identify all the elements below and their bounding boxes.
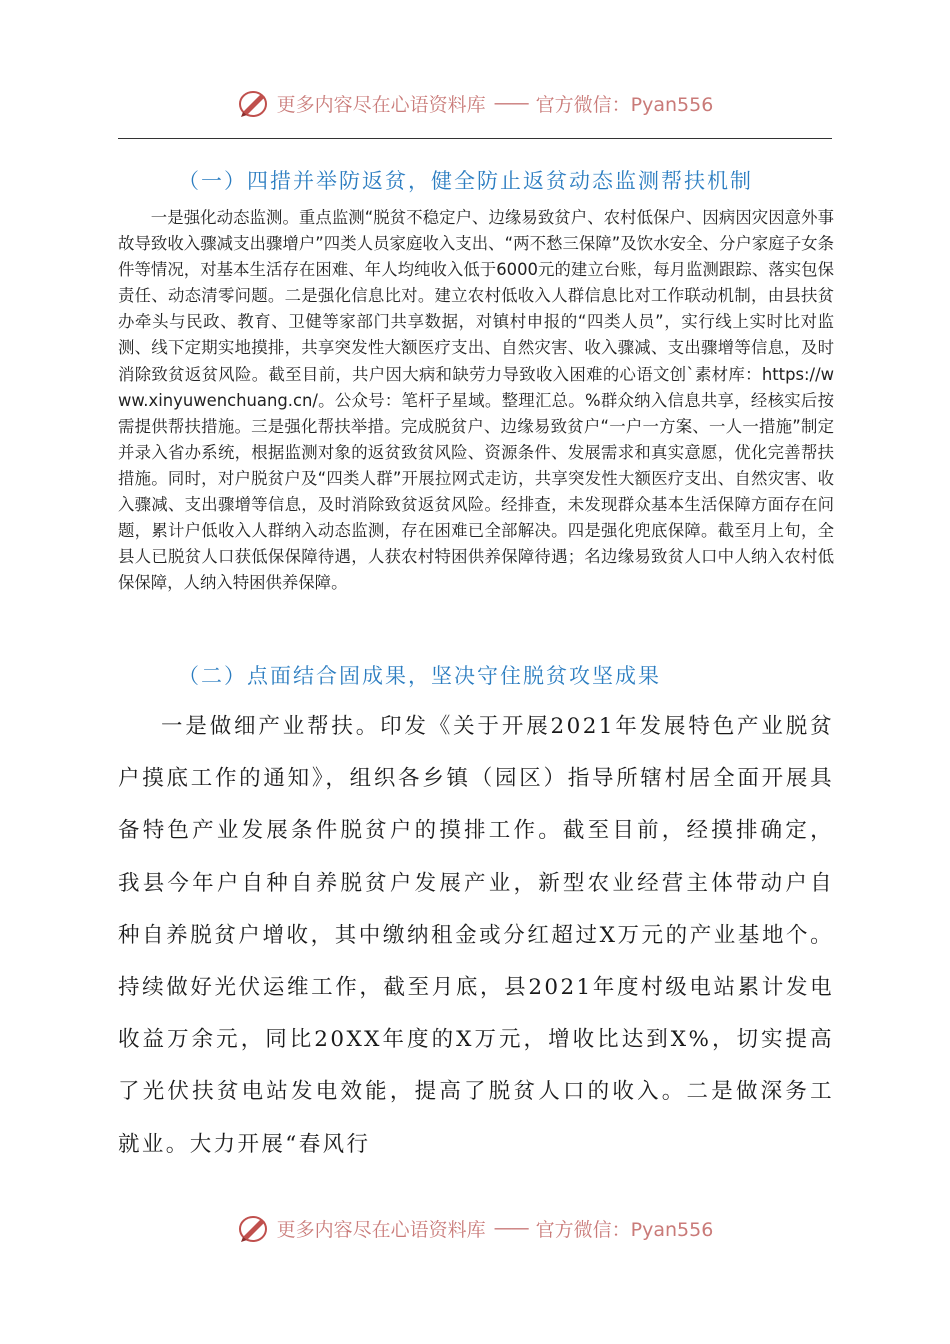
section2-title: （二）点面结合固成果，坚决守住脱贫攻坚成果: [178, 664, 661, 688]
header-rule: [118, 138, 832, 139]
header-banner: [0, 88, 950, 118]
section1-title: （一）四措并举防返贫，健全防止返贫动态监测帮扶机制: [178, 169, 753, 193]
header-brand: 更多内容尽在心语资料库: [276, 93, 486, 116]
footer-separator: ——: [493, 1217, 528, 1239]
footer-banner: [0, 1213, 950, 1243]
footer-brand: 更多内容尽在心语资料库: [276, 1218, 486, 1241]
footer-contact: 官方微信：Pyan556: [535, 1218, 714, 1241]
pen-logo-icon: [237, 1213, 271, 1243]
section2-body: 一是做细产业帮扶。印发《关于开展2021年发展特色产业脱贫户摸底工作的通知》，组织各乡镇（园区）指导所辖村居全面开展具备特色产业发展条件脱贫户的摸排工作。截至目前，经摸排确定，我县今年户自种自养脱贫户发展产业，新型农业经营主体带动户自种自养脱贫户增收，其中缴纳租金或分红超过X万元的产业基地个。持续做好光伏运维工作，截至月底，县2021年度村级电站累计发电收益万余元，同比20XX年度的X万元，增收比达到X%，切实提高了光伏扶贫电站发电效能，提高了脱贫人口的收入。二是做深务工就业。大力开展“春风行: [118, 714, 834, 1157]
pen-logo-icon: [237, 88, 271, 118]
header-contact: 官方微信：Pyan556: [535, 93, 714, 116]
section1-body: 一是强化动态监测。重点监测“脱贫不稳定户、边缘易致贫户、农村低保户、因病因灾因意外事故导致收入骤减支出骤增户”四类人员家庭收入支出、“两不愁三保障”及饮水安全、分户家庭子女条件等情况，对基本生活存在困难、年人均纯收入低于6000元的建立台账，每月监测跟踪、落实包保责任、动态清零问题。二是强化信息比对。建立农村低收入人群信息比对工作联动机制，由县扶贫办牵头与民政、教育、卫健等家部门共享数据，对镇村申报的“四类人员”，实行线上实时比对监测、线下定期实地摸排，共享突发性大额医疗支出、自然灾害、收入骤减、支出骤增等信息，及时消除致贫返贫风险。截至目前，共户因大病和缺劳力导致收入困难的心语文创`素材库：https://www.xinyuwenchuang.cn/。公众号：笔杆子星域。整理汇总。%群众纳入信息共享，经核实后按需提供帮扶措施。三是强化帮扶举措。完成脱贫户、边缘易致贫户“一户一方案、一人一措施”制定并录入省办系统，根据监测对象的返贫致贫风险、资源条件、发展需求和真实意愿，优化完善帮扶措施。同时，对户脱贫户及“四类人群”开展拉网式走访，共享突发性大额医疗支出、自然灾害、收入骤减、支出骤增等信息，及时消除致贫返贫风险。经排查，未发现群众基本生活保障方面存在问题，累计户低收入人群纳入动态监测，存在困难已全部解决。四是强化兜底保障。截至月上旬，全县人已脱贫人口获低保保障待遇，人获农村特困供养保障待遇；名边缘易致贫人口中人纳入农村低保保障，人纳入特困供养保障。: [118, 208, 834, 593]
header-separator: ——: [493, 92, 528, 114]
